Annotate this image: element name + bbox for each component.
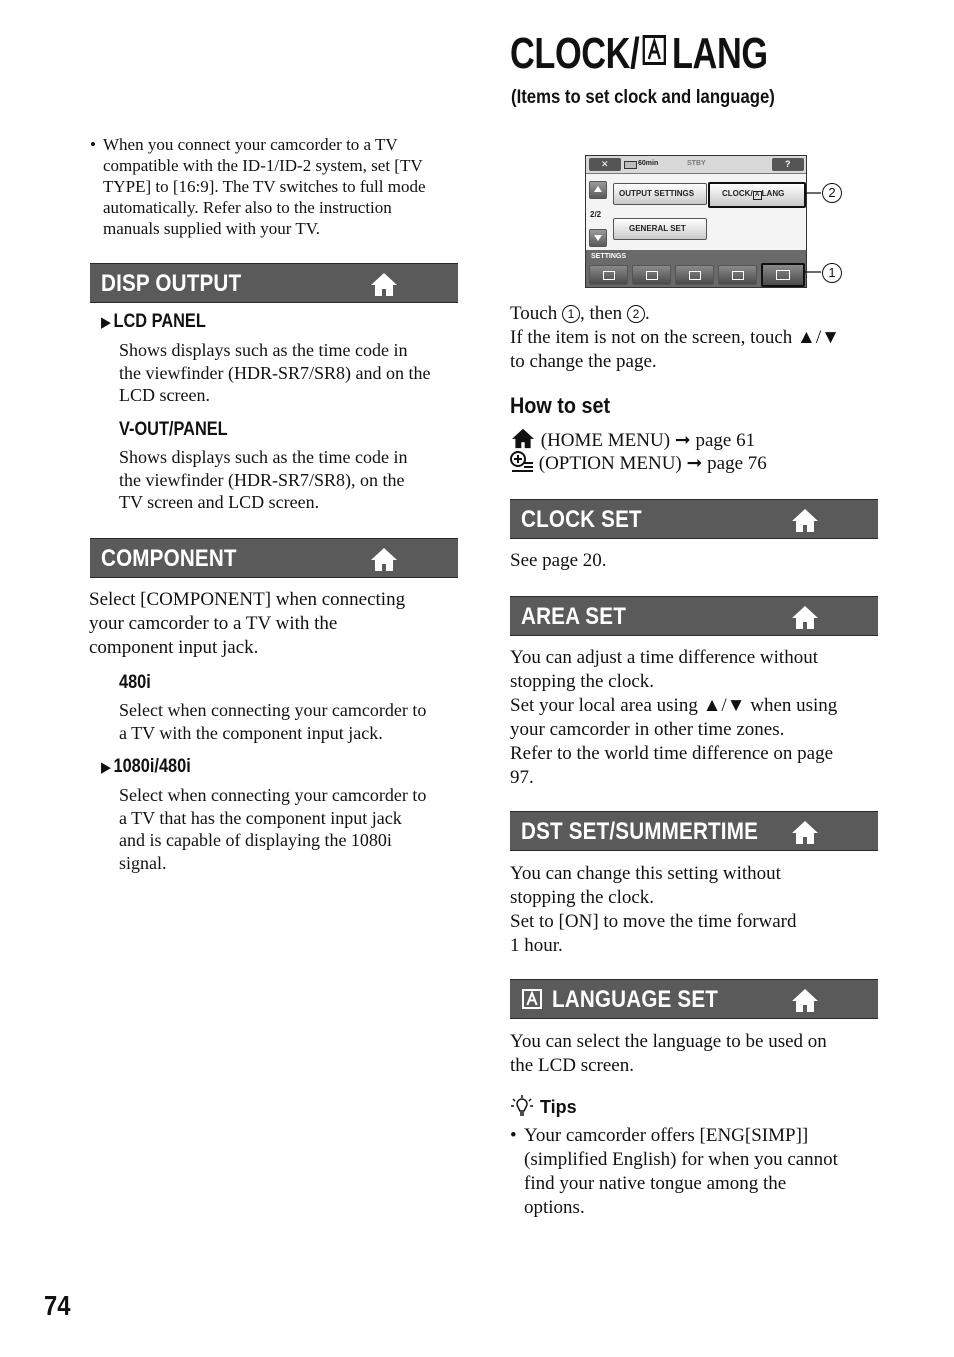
touch-line: If the item is not on the screen, touch ▲/▼ bbox=[510, 327, 840, 348]
camera-icon bbox=[603, 271, 615, 280]
desc-line: your camcorder to a TV with the bbox=[89, 613, 338, 634]
text: (HOME MENU) ➞ page 61 bbox=[540, 430, 756, 451]
lightbulb-icon bbox=[510, 1094, 534, 1118]
language-set-text bbox=[510, 1030, 895, 1078]
battery-icon bbox=[624, 161, 637, 169]
touch-instructions bbox=[510, 302, 890, 374]
intro-bullet: • bbox=[90, 135, 96, 154]
language-a-icon bbox=[642, 35, 665, 65]
section-title: DISP OUTPUT bbox=[101, 270, 242, 297]
other-category-tab[interactable] bbox=[718, 265, 757, 285]
playback-icon bbox=[646, 271, 658, 280]
desc-line: Select [COMPONENT] when connecting bbox=[89, 589, 406, 610]
option-480i: 480i bbox=[119, 672, 151, 693]
arrow-down-icon bbox=[594, 235, 602, 241]
dst-set-text bbox=[510, 862, 895, 958]
tips-heading bbox=[510, 1094, 577, 1118]
desc-line: a TV with the component input jack. bbox=[119, 722, 383, 743]
general-set-button[interactable] bbox=[613, 218, 707, 240]
desc-line: 1 hour. bbox=[510, 935, 563, 956]
section-bar-area-set bbox=[510, 596, 878, 636]
desc-line: stopping the clock. bbox=[510, 671, 655, 692]
battery-remaining: 60min bbox=[638, 160, 659, 167]
clock-lang-button[interactable] bbox=[708, 182, 806, 208]
option-lcd-panel bbox=[101, 311, 206, 334]
tips-text bbox=[524, 1124, 894, 1220]
desc-line: stopping the clock. bbox=[510, 887, 655, 908]
button-label: GENERAL SET bbox=[629, 224, 686, 233]
option-label: LCD PANEL bbox=[113, 311, 206, 332]
page-title bbox=[510, 30, 768, 78]
page-indicator: 2/2 bbox=[590, 210, 602, 219]
label-part: CLOCK/ bbox=[722, 189, 753, 198]
home-icon bbox=[790, 987, 820, 1013]
section-title: DST SET/SUMMERTIME bbox=[521, 818, 759, 845]
desc-line: Shows displays such as the time code in bbox=[119, 447, 408, 467]
intro-text bbox=[103, 134, 463, 239]
close-icon: ✕ bbox=[601, 159, 609, 169]
default-marker-icon: ▶ bbox=[101, 314, 111, 331]
intro-line: compatible with the ID-1/ID-2 system, set [TV bbox=[103, 156, 423, 175]
desc-line: Shows displays such as the time code in bbox=[119, 340, 408, 360]
home-icon bbox=[510, 427, 536, 449]
help-button[interactable] bbox=[772, 158, 804, 171]
option-menu-line bbox=[510, 451, 890, 476]
touch-line bbox=[510, 302, 890, 326]
arrow-up-icon bbox=[594, 186, 602, 192]
desc-line: Select when connecting your camcorder to bbox=[119, 700, 427, 720]
intro-line: automatically. Refer also to the instruction bbox=[103, 198, 392, 217]
desc-line: Set to [ON] to move the time forward bbox=[510, 911, 797, 932]
component-intro bbox=[89, 588, 459, 660]
desc-line: 97. bbox=[510, 767, 534, 788]
desc-line: You can adjust a time difference without bbox=[510, 647, 818, 668]
home-icon bbox=[790, 819, 820, 845]
tips-label: Tips bbox=[540, 1097, 577, 1117]
option-vout-panel: V-OUT/PANEL bbox=[119, 419, 228, 440]
desc-line: You can change this setting without bbox=[510, 863, 781, 884]
intro-line: manuals supplied with your TV. bbox=[103, 219, 321, 238]
desc-line: Select when connecting your camcorder to bbox=[119, 785, 427, 805]
settings-category-tab[interactable] bbox=[761, 263, 805, 287]
page-down-button[interactable] bbox=[589, 229, 607, 247]
desc-line: and is capable of displaying the 1080i bbox=[119, 830, 392, 850]
480i-desc bbox=[119, 699, 464, 744]
toolbox-icon bbox=[776, 270, 790, 280]
callout-2: 2 bbox=[822, 183, 842, 203]
language-a-icon bbox=[522, 989, 542, 1009]
intro-line: TYPE] to [16:9]. The TV switches to full mode bbox=[103, 177, 426, 196]
page-title-right: LANG bbox=[671, 29, 768, 78]
1080i-desc bbox=[119, 784, 464, 874]
home-menu-line bbox=[510, 427, 890, 453]
circled-number-1: 1 bbox=[562, 305, 580, 323]
desc-line: signal. bbox=[119, 852, 167, 873]
intro-line: When you connect your camcorder to a TV bbox=[103, 135, 398, 154]
desc-line: options. bbox=[524, 1197, 585, 1218]
desc-line: Your camcorder offers [ENG[SIMP]] bbox=[524, 1125, 809, 1146]
button-label bbox=[722, 189, 784, 200]
text: . bbox=[644, 303, 650, 324]
home-icon bbox=[369, 546, 399, 572]
page-number: 74 bbox=[44, 1290, 71, 1321]
section-bar-language-set bbox=[510, 979, 878, 1019]
close-button[interactable] bbox=[589, 158, 621, 171]
desc-line: Set your local area using ▲/▼ when using bbox=[510, 695, 838, 716]
desc-line: the viewfinder (HDR-SR7/SR8), on the bbox=[119, 469, 405, 490]
page-up-button[interactable] bbox=[589, 181, 607, 199]
desc-line: the viewfinder (HDR-SR7/SR8) and on the bbox=[119, 362, 431, 383]
desc-line: find your native tongue among the bbox=[524, 1173, 787, 1194]
screen-top-bar bbox=[586, 156, 806, 174]
area-set-text bbox=[510, 646, 895, 790]
status-text: STBY bbox=[687, 160, 706, 167]
desc-line: Refer to the world time difference on page bbox=[510, 743, 834, 764]
desc-line: your camcorder in other time zones. bbox=[510, 719, 785, 740]
clock-set-text: See page 20. bbox=[510, 550, 607, 571]
lcd-panel-desc bbox=[119, 339, 464, 407]
tips-bullet: • bbox=[510, 1125, 517, 1146]
section-title: COMPONENT bbox=[101, 545, 237, 572]
desc-line: the LCD screen. bbox=[510, 1055, 634, 1076]
language-a-icon: A bbox=[753, 191, 762, 200]
section-title: AREA SET bbox=[521, 603, 626, 630]
text: Touch bbox=[510, 303, 558, 324]
desc-line: component input jack. bbox=[89, 637, 259, 658]
list-category-tab[interactable] bbox=[675, 265, 714, 285]
list-icon bbox=[689, 271, 701, 280]
desc-line: TV screen and LCD screen. bbox=[119, 492, 320, 512]
how-to-set-heading: How to set bbox=[510, 393, 611, 418]
desc-line: You can select the language to be used on bbox=[510, 1031, 827, 1052]
section-bar-disp-output bbox=[90, 263, 458, 303]
vout-panel-desc bbox=[119, 446, 464, 514]
page-title-left: CLOCK/ bbox=[510, 29, 640, 78]
home-icon bbox=[790, 507, 820, 533]
callout-1: 1 bbox=[822, 263, 842, 283]
home-icon bbox=[790, 604, 820, 630]
button-label: OUTPUT SETTINGS bbox=[619, 189, 695, 198]
help-icon: ? bbox=[785, 159, 791, 169]
section-bar-component bbox=[90, 538, 458, 578]
option-1080i-480i bbox=[101, 756, 191, 779]
section-title: CLOCK SET bbox=[521, 506, 642, 533]
desc-line: a TV that has the component input jack bbox=[119, 807, 402, 828]
label-part: LANG bbox=[761, 189, 785, 198]
playback-category-tab[interactable] bbox=[632, 265, 671, 285]
default-marker-icon: ▶ bbox=[101, 759, 111, 776]
text: (OPTION MENU) ➞ page 76 bbox=[538, 453, 767, 474]
camcorder-screen-illustration bbox=[585, 155, 807, 288]
output-settings-button[interactable] bbox=[613, 183, 707, 205]
page-subtitle: (Items to set clock and language) bbox=[511, 87, 775, 108]
section-title: LANGUAGE SET bbox=[552, 986, 719, 1013]
desc-line: (simplified English) for when you cannot bbox=[524, 1149, 838, 1170]
section-bar-clock-set bbox=[510, 499, 878, 539]
touch-line: to change the page. bbox=[510, 351, 657, 372]
settings-strip bbox=[586, 250, 806, 287]
circled-number-2: 2 bbox=[627, 305, 645, 323]
manage-icon bbox=[732, 271, 744, 280]
settings-label: SETTINGS bbox=[591, 253, 627, 260]
desc-line: LCD screen. bbox=[119, 385, 210, 405]
text: , then bbox=[579, 303, 623, 324]
camera-category-tab[interactable] bbox=[589, 265, 628, 285]
section-bar-dst-set bbox=[510, 811, 878, 851]
option-label: 1080i/480i bbox=[113, 756, 191, 777]
option-menu-icon bbox=[510, 451, 534, 473]
home-icon bbox=[369, 271, 399, 297]
